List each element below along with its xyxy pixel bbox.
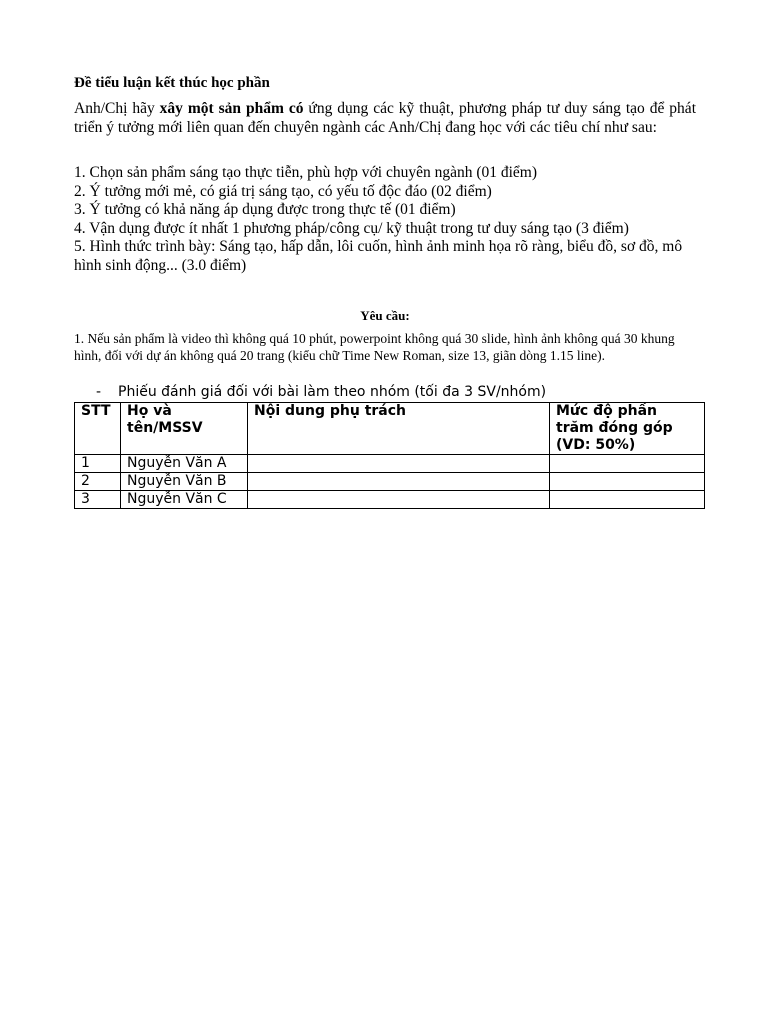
intro-paragraph (74, 100, 696, 137)
cell-stt: 1 (75, 455, 121, 473)
header-contribution: Mức độ phần trăm đóng góp (VD: 50%) (550, 403, 705, 455)
evaluation-table (74, 402, 705, 509)
cell-responsibility[interactable] (248, 455, 550, 473)
criteria-item: 4. Vận dụng được ít nhất 1 phương pháp/công cụ/ kỹ thuật trong tư duy sáng tạo (3 điểm) (74, 219, 629, 237)
header-stt: STT (75, 403, 121, 455)
intro-bold: xây một sản phẩm có (159, 100, 304, 117)
bullet-dash: - (96, 384, 102, 400)
cell-name: Nguyễn Văn B (121, 473, 248, 491)
cell-responsibility[interactable] (248, 473, 550, 491)
criteria-list (74, 164, 696, 275)
cell-name: Nguyễn Văn C (121, 491, 248, 509)
document-title: Đề tiểu luận kết thúc học phần (74, 75, 270, 91)
header-name: Họ và tên/MSSV (121, 403, 248, 455)
intro-before: Anh/Chị hãy (74, 100, 160, 117)
cell-stt: 3 (75, 491, 121, 509)
document-page (74, 74, 696, 509)
table-row (75, 473, 705, 491)
criteria-item: 1. Chọn sản phẩm sáng tạo thực tiễn, phù hợp với chuyên ngành (01 điểm) (74, 164, 538, 181)
criteria-item: 5. Hình thức trình bày: Sáng tạo, hấp dẫn, lôi cuốn, hình ảnh minh họa rõ ràng, biểu đồ, sơ đồ, mô hình sinh động... (3.0 điểm) (74, 238, 683, 274)
bullet-text: Phiếu đánh giá đối với bài làm theo nhóm (tối đa 3 SV/nhóm) (118, 384, 547, 400)
criteria-item: 2. Ý tưởng mới mẻ, có giá trị sáng tạo, có yếu tố độc đáo (02 điểm) (74, 182, 492, 200)
requirements-text: 1. Nếu sản phẩm là video thì không quá 10 phút, powerpoint không quá 30 slide, hình ảnh không quá 30 khung hình, đối với dự án không quá 20 trang (kiểu chữ Time New Roman, size 13, giãn dòng 1.15 line). (74, 331, 675, 363)
header-responsibility: Nội dung phụ trách (248, 403, 550, 455)
cell-contribution[interactable] (550, 473, 705, 491)
intro-after: ứng dụng các kỹ thuật, phương pháp tư duy sáng tạo để phát triển ý tưởng mới liên quan đến chuyên ngành các Anh/Chị đang học với các tiêu chí như sau: (74, 100, 696, 136)
table-row (75, 491, 705, 509)
cell-contribution[interactable] (550, 455, 705, 473)
table-header-row (75, 403, 705, 455)
table-row (75, 455, 705, 473)
cell-responsibility[interactable] (248, 491, 550, 509)
requirements-title: Yêu cầu: (360, 308, 410, 323)
cell-contribution[interactable] (550, 491, 705, 509)
criteria-item: 3. Ý tưởng có khả năng áp dụng được trong thực tế (01 điểm) (74, 201, 456, 218)
evaluation-bullet (74, 384, 696, 400)
cell-stt: 2 (75, 473, 121, 491)
cell-name: Nguyễn Văn A (121, 455, 248, 473)
